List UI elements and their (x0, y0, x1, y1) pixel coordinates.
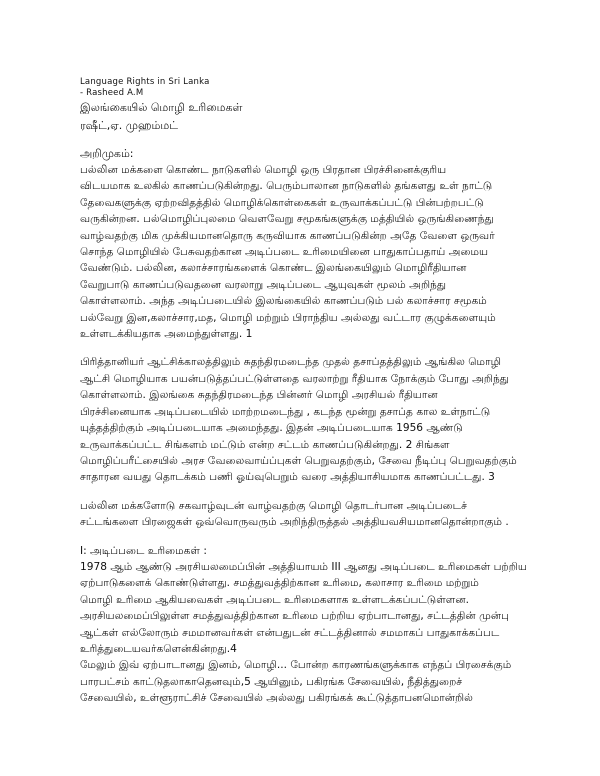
paragraph-line: பாரபட்சம் காட்டுதலாகாதெனவும்,5 ஆயினும், பகிரங்க சேவையில், நீதித்துறைச் (80, 675, 463, 688)
paragraph-line: ஆட்கள் எல்லோரும் சமமானவர்கள் என்பதுடன் சட்டத்தினால் சமமாகப் பாதுகாக்கப்பட (80, 626, 500, 639)
paragraph-line: பல்லின மக்களை கொண்ட நாடுகளில் மொழி ஒரு பிரதான பிரச்சினைக்குரிய (80, 164, 447, 176)
document-content (80, 77, 580, 707)
paragraph-line: பல்லின மக்களோடு சகவாழ்வுடன் வாழ்வதற்கு மொழி தொடர்பான அடிப்படைச் (80, 499, 467, 512)
paragraph-line: சேவையில், உள்ளூராட்சிச் சேவையில் அல்லது பகிரங்கக் கூட்டுத்தாபனமொன்றில் (80, 692, 473, 705)
paragraph-line: 1978 ஆம் ஆண்டு அரசியலமைப்பின் அத்தியாயம் III ஆனது அடிப்படை உரிமைகள் பற்றிய (80, 560, 527, 573)
paragraph-intro (80, 162, 580, 342)
paragraph-line: கொள்ளலாம். அந்த அடிப்படையில் இலங்கையில் காணப்படும் பல் கலாச்சார சமூகம் (80, 295, 487, 308)
paragraph-line: பல்வேறு இன,கலாச்சார,மத, மொழி மற்றும் பிராந்திய அல்லது வட்டார குழுக்களையும் (80, 311, 496, 324)
paragraph-history (80, 354, 580, 485)
paragraph-line: உரித்துடையவர்களென்கின்றது.4 (80, 642, 237, 655)
paragraph-line: சட்டங்களை பிரஜைகள் ஒவ்வொருவரும் அறிந்திருத்தல் அத்தியவசியமானதொன்றாகும் . (80, 516, 509, 529)
paragraph-line: யுத்தத்திற்கும் அடிப்படையாக அமைந்தது. இதன் அடிப்படையாக 1956 ஆண்டு (80, 422, 463, 435)
paragraph-line: வேறுபாடு காணப்படுவதனை வரலாறு அடிப்படை ஆயுவுகள் மூலம் அறிந்து (80, 278, 447, 291)
paragraph-line: வாழ்வதற்கு மிக முக்கியமானதொரு கருவியாக காணப்படுகின்ற அதே வேளை ஒருவர் (80, 229, 495, 242)
paragraph-line: ஏற்பாடுகளைக் கொண்டுள்ளது. சமத்துவத்திற்கான உரிமை, கலாசார உரிமை மற்றும் (80, 577, 479, 590)
paragraph-line: மொழி உரிமை ஆகியவைகள் அடிப்படை உரிமைகளாக உள்ளடக்கப்பட்டுள்ளன. (80, 593, 469, 606)
paragraph-fundamental-rights (80, 559, 580, 707)
title-tamil: இலங்கையில் மொழி உரிமைகள் (80, 101, 243, 114)
paragraph-line: அரசியலமைப்பிலுள்ள சமத்துவத்திற்கான உரிமை பற்றிய ஏற்பாடானது, சட்டத்தின் முன்பு (80, 610, 509, 623)
paragraph-line: பிரித்தானியர் ஆட்சிக்காலத்திலும் சுதந்திரமடைந்த முதல் தசாப்தத்திலும் ஆங்கில மொழி (80, 356, 502, 369)
author-english: - Rasheed A.M (80, 88, 144, 98)
paragraph-line: தேவைகளுக்கு ஏற்றவிதத்தில் மொழிக்கொள்கைகள் உருவாக்கப்பட்டு பின்பற்றபட்டு (80, 196, 484, 209)
paragraph-line: பிரச்சினையாக அடிப்படையில் மாற்றமடைந்து , கடந்த மூன்று தசாப்த கால உள்நாட்டு (80, 405, 491, 418)
paragraph-line: கொள்ளலாம். இலங்கை சுதந்திரமடைந்த பின்னர் மொழி அரசியல் ரீதியான (80, 389, 438, 402)
paragraph-line: உள்ளடக்கியதாக அமைந்துள்ளது. 1 (80, 328, 253, 341)
paragraph-line: உருவாக்கப்பட்ட சிங்களம் மட்டும் என்ற சட்டம் காணப்படுகின்றது. 2 சிங்கள (80, 438, 450, 451)
section-heading-fundamental-rights: I: அடிப்படை உரிமைகள் : (80, 544, 207, 557)
paragraph-line: விடயமாக உலகில் காணப்படுகின்றது. பெரும்பாலான நாடுகளில் தங்களது உள் நாட்டு (80, 180, 493, 193)
paragraph-line: மொழிப்பரீட்சையில் அரச வேலைவாய்ப்புகள் பெறுவதற்கும், சேவை நீடிப்பு பெறுவதற்கும் (80, 454, 517, 467)
paragraph-line: ஆட்சி மொழியாக பயன்படுத்தப்பட்டுள்ளதை வரலாற்று ரீதியாக நோக்கும் போது அறிந்து (80, 372, 509, 385)
paragraph-line: சொந்த மொழியில் பேசுவதற்கான அடிப்படை உரிமையினை பாதுகாப்பதாய் அமைய (80, 246, 489, 259)
paragraph-line: வருகின்றன. பல்மொழிப்புலமை வெளவேறு சமூகங்களுக்கு மத்தியில் ஒருங்கிணைந்து (80, 213, 494, 226)
author-tamil: ரஷீட்,ஏ. முஹம்மட் (80, 119, 178, 132)
paragraph-coexistence (80, 498, 580, 531)
paragraph-line: வேண்டும். பல்லின, கலாச்சாரங்களைக் கொண்ட இலங்கையிலும் மொழிரீதியான (80, 262, 467, 275)
intro-heading: அறிமுகம்: (80, 147, 134, 160)
title-english: Language Rights in Sri Lanka (80, 77, 210, 87)
paragraph-line: மேலும் இவ் ஏற்பாடானது இனம், மொழி... போன்ற காரணங்களுக்காக எந்தப் பிரசைக்கும் (80, 659, 512, 672)
paragraph-line: சாதாரன வயது தொடக்கம் பணி ஓய்வுபெறும் வரை அத்தியாசியமாக காணப்பட்டது. 3 (80, 471, 495, 484)
